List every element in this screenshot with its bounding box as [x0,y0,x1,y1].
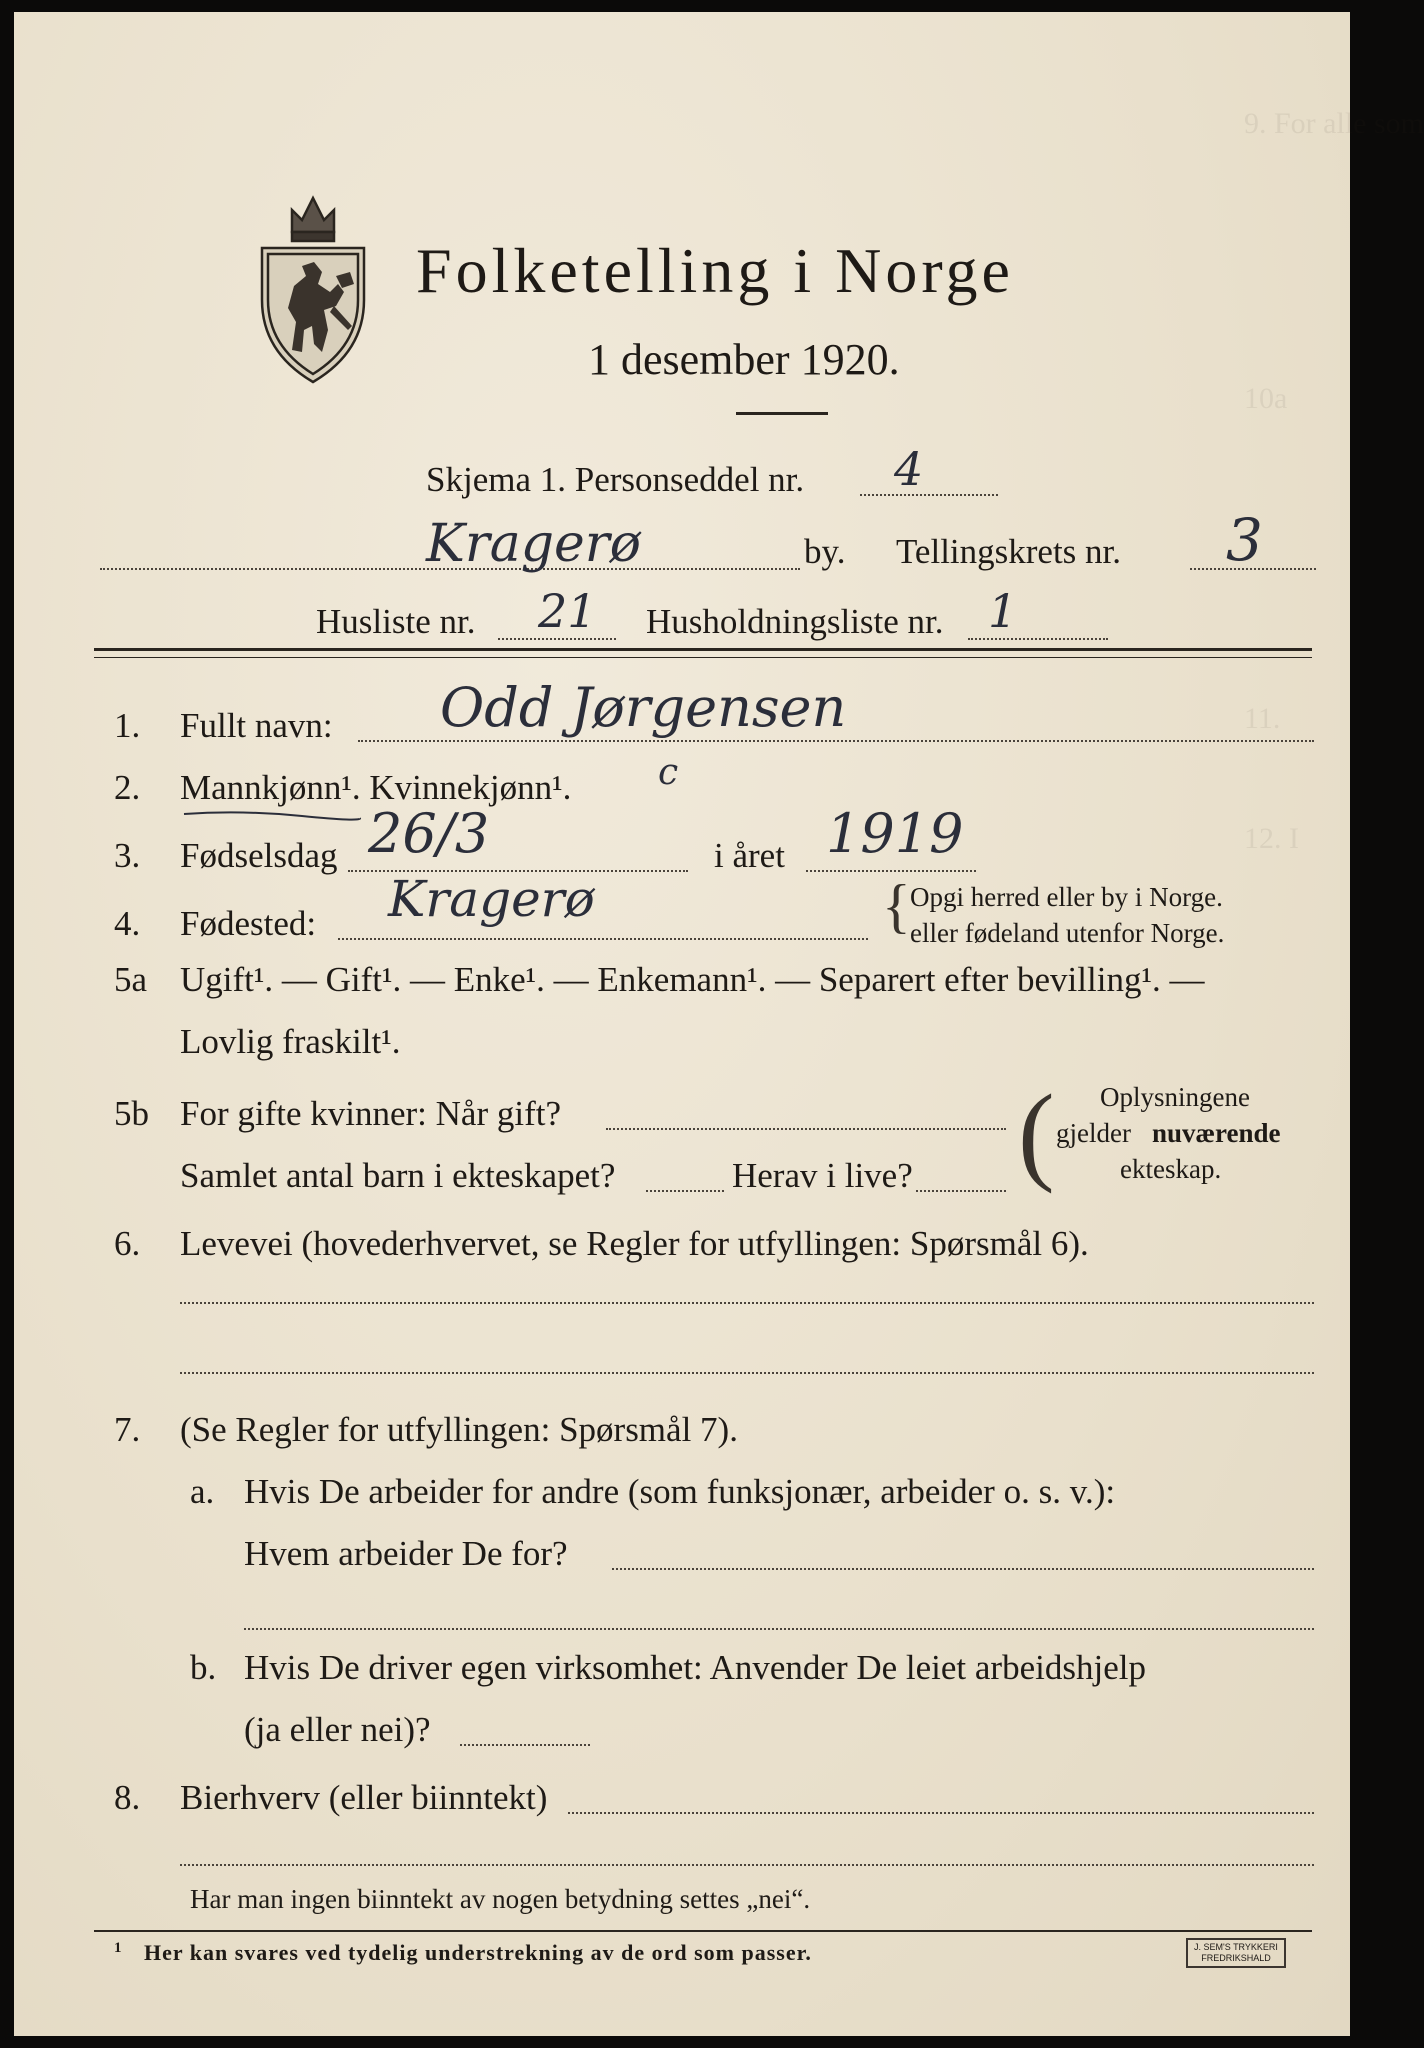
q5b-note-line2a: gjelder [1056,1118,1131,1148]
hired-help-line [460,1744,590,1746]
q1-line [358,740,1314,742]
q2-mark: c [658,752,679,793]
title-divider [736,412,828,415]
children-line [646,1190,724,1192]
q7a-employer-label: Hvem arbeider De for? [244,1534,568,1573]
place-name[interactable]: Kragerø [426,514,641,574]
married-date-line [606,1128,1006,1130]
year-label: i året [714,836,785,875]
husliste-line [498,638,616,640]
q5b-number: 5b [114,1094,149,1133]
birthplace-line [338,938,868,940]
side-income-line [568,1812,1314,1814]
personseddel-line [860,494,998,496]
q8-note: Har man ingen biinntekt av nogen betydning settes „nei“. [190,1884,811,1914]
printer-city: FREDRIKSHALD [1201,1953,1271,1963]
q2-options: Mannkjønn¹. Kvinnekjønn¹. [180,768,572,807]
full-name-value[interactable]: Odd Jørgensen [440,676,847,739]
q5a-number: 5a [114,960,148,999]
husliste-number[interactable]: 21 [538,584,597,638]
q5b-children-label: Samlet antal barn i ekteskapet? [180,1156,616,1195]
q5b-note-brace: ( [1018,1072,1055,1194]
form-title: Folketelling i Norge [416,235,1014,306]
printer-stamp [1186,1938,1286,1968]
tellingskrets-label: Tellingskrets nr. [896,532,1122,571]
q4-note-line1: Opgi herred eller by i Norge. [910,882,1223,912]
census-date: 1 desember 1920. [588,335,900,384]
q6-number: 6. [114,1224,141,1263]
q7-label: (Se Regler for utfyllingen: Spørsmål 7). [180,1410,738,1449]
printer-name: J. SEM'S TRYKKERI [1194,1942,1278,1952]
footnote-text: Her kan svares ved tydelig understrekning av de ord som passer. [144,1940,812,1965]
personseddel-number[interactable]: 4 [894,442,924,496]
footnote-rule [94,1930,1312,1932]
q7a-question: Hvis De arbeider for andre (som funksjonær, arbeider o. s. v.): [244,1472,1116,1511]
q2-number: 2. [114,768,141,807]
birthplace-value[interactable]: Kragerø [388,870,595,928]
q4-note-brace: { [882,873,911,939]
q7b-yes-no-label: (ja eller nei)? [244,1710,431,1749]
footnote-mark: 1 [114,1940,123,1956]
q7b-question: Hvis De driver egen virksomhet: Anvender De leiet arbeidshjelp [244,1648,1146,1687]
husholdningsliste-label: Husholdningsliste nr. [646,602,944,641]
q6-answer-line1 [180,1302,1314,1304]
q5a-options-line1: Ugift¹. — Gift¹. — Enke¹. — Enkemann¹. — Separert efter bevilling¹. — [180,960,1205,999]
q1-label: Fullt navn: [180,706,333,745]
birth-year-value[interactable]: 1919 [826,802,964,865]
q5b-note-line2b: nuværende [1152,1118,1281,1148]
section-rule-bottom [94,657,1312,658]
side-income-line2 [180,1864,1314,1866]
husholdningsliste-line [968,638,1108,640]
q5b-living-label: Herav i live? [732,1156,913,1195]
q5b-note-line3: ekteskap. [1120,1154,1222,1184]
q3-number: 3. [114,836,141,875]
q5b-married-label: For gifte kvinner: Når gift? [180,1094,562,1133]
q4-number: 4. [114,904,141,943]
birthday-value[interactable]: 26/3 [368,802,490,865]
census-form: 9. For alle som 10a 11. 12. I Folketelling i Norge 1 desember 1920. Skjema 1. Personseddel nr. 4 Kragerø by. Tellingskrets nr. 3 Husliste nr. 21 Husholdningsliste nr. 1 1. Fullt navn: Odd Jørgensen 2. Mannkjønn¹. Kvinnekjønn¹. c 3. Fødselsdag 26/3 i året 1919 4. Fødested: Kragerø { Opgi herred eller by i Norge. eller fødeland utenfor Norge. 5a Ugift¹. — Gift¹. — Enke¹. — Enkemann¹. — Separert efter bevilling¹. — Lovlig fraskilt¹. 5b For gifte kvinner: Når gift? Samlet antal barn i ekteskapet? Herav i live? ( Oplysningene gjelder nuværende ekteskap. 6. Levevei (hovederhvervet, se Regler for utfyllingen: Spørsmål 6). 7. (Se Regler for utfyllingen: Spørsmål 7). a. Hvis De arbeider for andre (som funksjonær, arbeider o. s. v.): Hvem arbeider De for? b. Hvis De driver egen virksomhet: Anvender De leiet arbeidshjelp (ja eller nei)? 8. Bierhverv (eller biinntekt) Har man ingen biinntekt av nogen betydning settes „nei“. 1 Her kan svares ved tydelig understrekning av de ord som passer. J. SEM'S TRYKKERI FREDRIKSHALD [14,12,1350,2036]
q7b-letter: b. [190,1648,217,1687]
q7a-letter: a. [190,1472,215,1511]
norwegian-coat-of-arms-icon [252,180,374,386]
q4-note-line2: eller fødeland utenfor Norge. [910,918,1225,948]
employer-line2 [244,1628,1314,1630]
by-label: by. [804,532,846,571]
q4-label: Fødested: [180,904,317,943]
q1-number: 1. [114,706,141,745]
tellingskrets-number[interactable]: 3 [1226,506,1263,574]
schema-label: Skjema 1. Personseddel nr. [426,460,805,499]
living-children-line [916,1190,1006,1192]
q7-number: 7. [114,1410,141,1449]
husholdningsliste-number[interactable]: 1 [988,584,1018,638]
mannkjonn-underline [182,808,362,824]
q8-number: 8. [114,1778,141,1817]
q8-label: Bierhverv (eller biinntekt) [180,1778,548,1817]
q6-answer-line2 [180,1372,1314,1374]
q5b-note-line1: Oplysningene [1100,1082,1250,1112]
section-rule-top [94,648,1312,651]
employer-line [612,1568,1314,1570]
q6-label: Levevei (hovederhvervet, se Regler for utfyllingen: Spørsmål 6). [180,1224,1089,1263]
q3-label: Fødselsdag [180,836,338,875]
q5a-options-line2: Lovlig fraskilt¹. [180,1022,401,1061]
husliste-label: Husliste nr. [316,602,476,641]
